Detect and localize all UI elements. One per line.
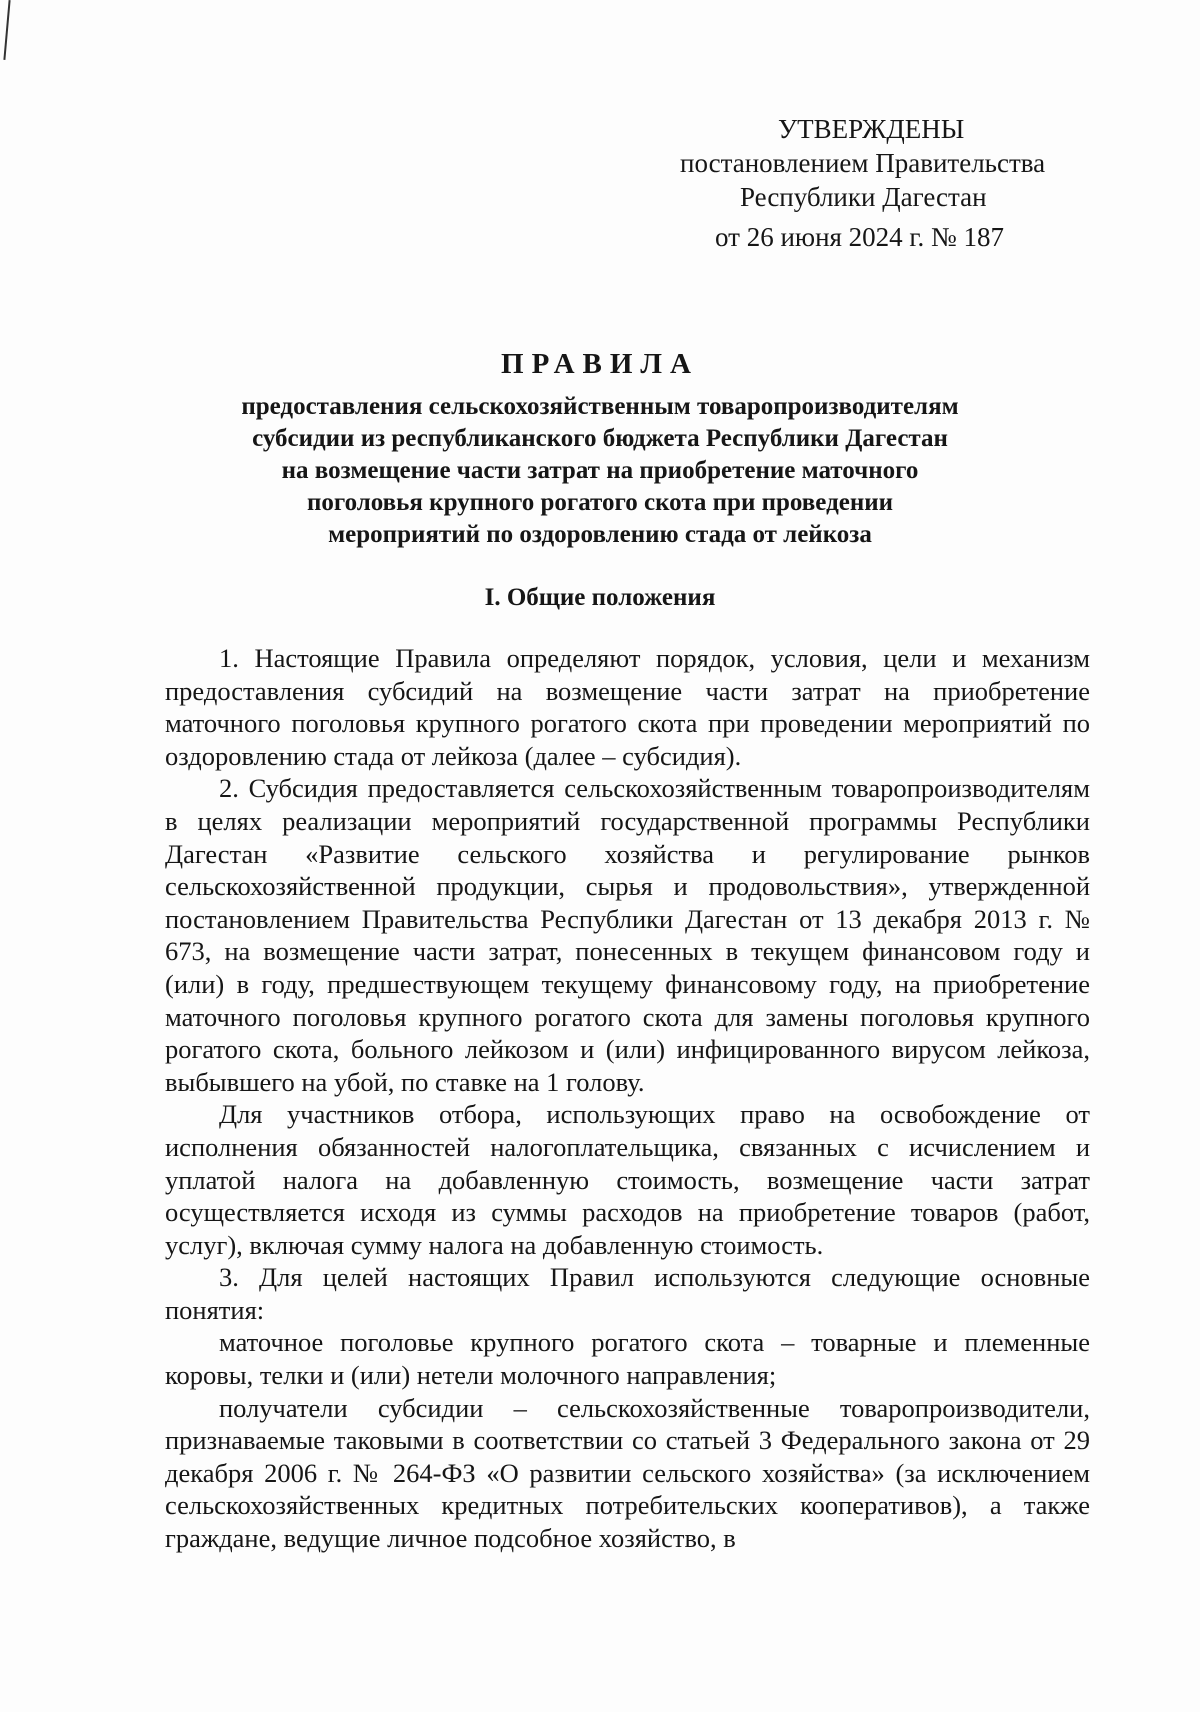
approval-title: УТВЕРЖДЕНЫ <box>778 114 965 144</box>
paragraph: 2. Субсидия предоставляется сельскохозяйственным товаропроизводителям в целях реализации мероприятий государственной программы Республики Дагестан «Развитие сельского хозяйства и регулирование рынков сельскохозяйственной продукции, сырья и продовольствия», утвержденной постановлением Правительства Республики Дагестан от 13 декабря 2013 г. № 673, на возмещение части затрат, понесенных в текущем финансовом году и (или) в году, предшествующем текущему финансовому году, на приобретение маточного поголовья крупного рогатого скота для замены поголовья крупного рогатого скота, больного лейкозом и (или) инфицированного вирусом лейкоза, выбывшего на убой, по ставке на 1 голову. <box>165 773 1090 1097</box>
approval-republic: Республики Дагестан <box>740 182 987 212</box>
document-title: ПРАВИЛА <box>501 348 699 380</box>
paragraph: получатели субсидии – сельскохозяйственные товаропроизводители, признаваемые таковыми в соответствии со статьей 3 Федерального закона от 29 декабря 2006 г. № 264-ФЗ «О развитии сельского хозяйства» (за исключением сельскохозяйственных кредитных потребительских кооперативов), а также граждане, ведущие личное подсобное хозяйство, в <box>165 1392 1090 1554</box>
paragraph: 3. Для целей настоящих Правил используются следующие основные понятия: <box>165 1262 1090 1325</box>
document-subtitle-line: мероприятий по оздоровлению стада от лейкоза <box>328 521 872 548</box>
paragraph: 1. Настоящие Правила определяют порядок, условия, цели и механизм предоставления субсидий на возмещение части затрат на приобретение маточного поголовья крупного рогатого скота при проведении мероприятий по оздоровлению стада от лейкоза (далее – субсидия). <box>165 643 1090 771</box>
document-subtitle-line: на возмещение части затрат на приобретение маточного <box>281 457 919 484</box>
document-body <box>165 642 1090 1555</box>
paragraph: маточное поголовье крупного рогатого скота – товарные и племенные коровы, телки и (или) нетели молочного направления; <box>165 1327 1090 1391</box>
section-heading: I. Общие положения <box>484 584 716 611</box>
document-heading <box>150 345 1050 551</box>
document-subtitle-line: поголовья крупного рогатого скота при проведении <box>306 489 894 516</box>
approval-by: постановлением Правительства <box>680 148 1046 178</box>
document-subtitle-line: предоставления сельскохозяйственным товаропроизводителям <box>241 393 959 420</box>
scan-artifact <box>3 0 10 60</box>
approval-stamp-block <box>640 112 1060 254</box>
document-subtitle-line: субсидии из республиканского бюджета Республики Дагестан <box>252 425 948 452</box>
approval-date: от 26 июня 2024 г. № 187 <box>715 222 1004 252</box>
paragraph: Для участников отбора, использующих право на освобождение от исполнения обязанностей налогоплательщика, связанных с исчислением и уплатой налога на добавленную стоимость, возмещение части затрат осуществляется исходя из суммы расходов на приобретение товаров (работ, услуг), включая сумму налога на добавленную стоимость. <box>165 1099 1090 1260</box>
